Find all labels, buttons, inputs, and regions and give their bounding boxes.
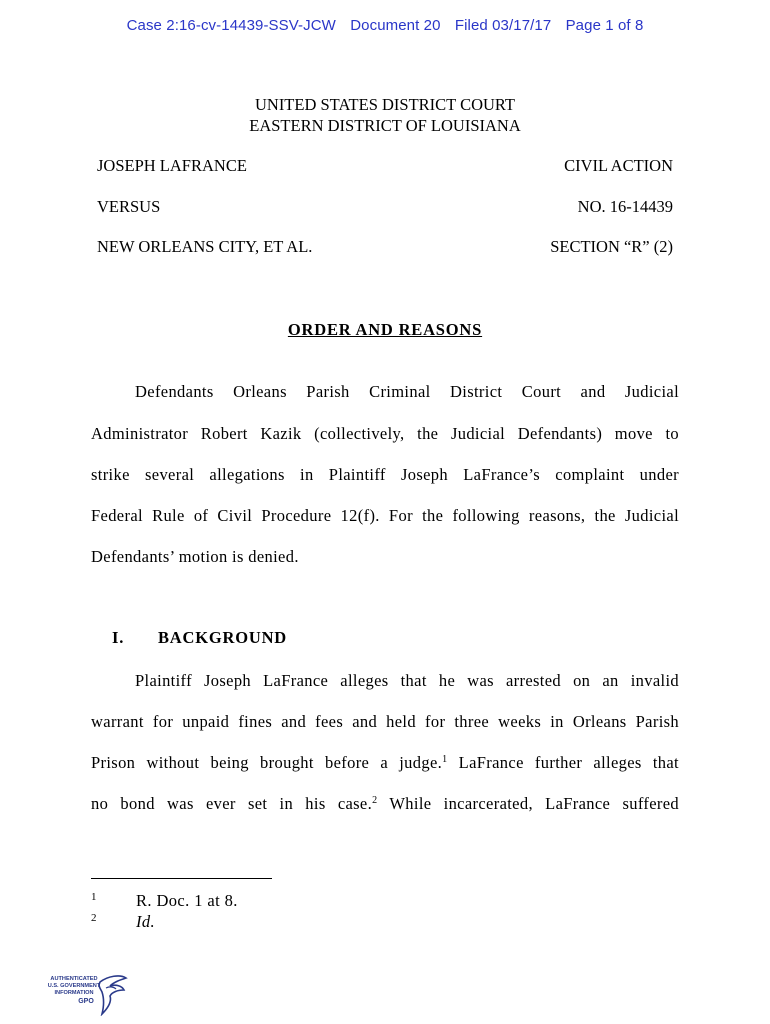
versus-label: VERSUS — [97, 197, 161, 216]
gpo-logo-line-1: AUTHENTICATED — [50, 976, 98, 982]
background-text: While incarcerated, LaFrance suffered — [377, 794, 679, 813]
footnote-divider — [91, 878, 272, 879]
intro-line-5: Defendants’ motion is denied. — [91, 547, 299, 566]
action-type: CIVIL ACTION — [564, 156, 673, 175]
gpo-logo-line-2: U.S. GOVERNMENT — [47, 983, 101, 989]
background-line-4 — [91, 794, 679, 814]
background-text: no bond was ever set in his case. — [91, 794, 373, 813]
case-docket-number: NO. 16-14439 — [577, 197, 673, 216]
plaintiff-name: JOSEPH LAFRANCE — [97, 156, 247, 175]
section-label: SECTION “R” (2) — [550, 237, 673, 256]
background-line-3 — [91, 753, 679, 773]
background-text: Prison without being brought before a judge. — [91, 753, 443, 772]
eagle-icon — [96, 974, 128, 1016]
section-numeral: I. — [112, 628, 125, 647]
document-title: ORDER AND REASONS — [287, 320, 483, 339]
footnote-ref-1[interactable]: 1 — [442, 754, 448, 765]
page-number: Page 1 of 8 — [565, 17, 644, 34]
footnote-number: 1 — [91, 891, 97, 903]
court-line-2: EASTERN DISTRICT OF LOUISIANA — [249, 116, 521, 135]
court-name — [0, 94, 770, 136]
background-line-2: warrant for unpaid fines and fees and held for three weeks in Orleans Parish — [91, 712, 679, 731]
intro-line-2: Administrator Robert Kazik (collectively, the Judicial Defendants) move to — [91, 424, 679, 443]
filed-date: Filed 03/17/17 — [454, 17, 552, 34]
document-number: Document 20 — [350, 17, 441, 34]
gpo-authentication-logo — [44, 974, 128, 1016]
filing-stamp — [0, 17, 770, 34]
court-line-1: UNITED STATES DISTRICT COURT — [254, 95, 515, 114]
intro-line-1: Defendants Orleans Parish Criminal District Court and Judicial — [135, 382, 679, 401]
gpo-logo-mark: GPO — [78, 998, 94, 1005]
case-number: Case 2:16-cv-14439-SSV-JCW — [126, 17, 336, 34]
footnote-ref-2[interactable]: 2 — [372, 795, 378, 806]
background-line-1: Plaintiff Joseph LaFrance alleges that he was arrested on an invalid — [135, 671, 679, 690]
footnote-text: R. Doc. 1 at 8. — [136, 891, 238, 910]
gpo-logo-line-3: INFORMATION — [54, 990, 94, 996]
intro-line-4: Federal Rule of Civil Procedure 12(f). For the following reasons, the Judicial — [91, 506, 679, 525]
section-heading: BACKGROUND — [158, 628, 288, 647]
background-text: LaFrance further alleges that — [447, 753, 679, 772]
defendant-name: NEW ORLEANS CITY, ET AL. — [97, 237, 313, 256]
footnote-number: 2 — [91, 912, 97, 924]
intro-line-3: strike several allegations in Plaintiff Joseph LaFrance’s complaint under — [91, 465, 679, 484]
footnote-text: Id. — [136, 912, 156, 931]
